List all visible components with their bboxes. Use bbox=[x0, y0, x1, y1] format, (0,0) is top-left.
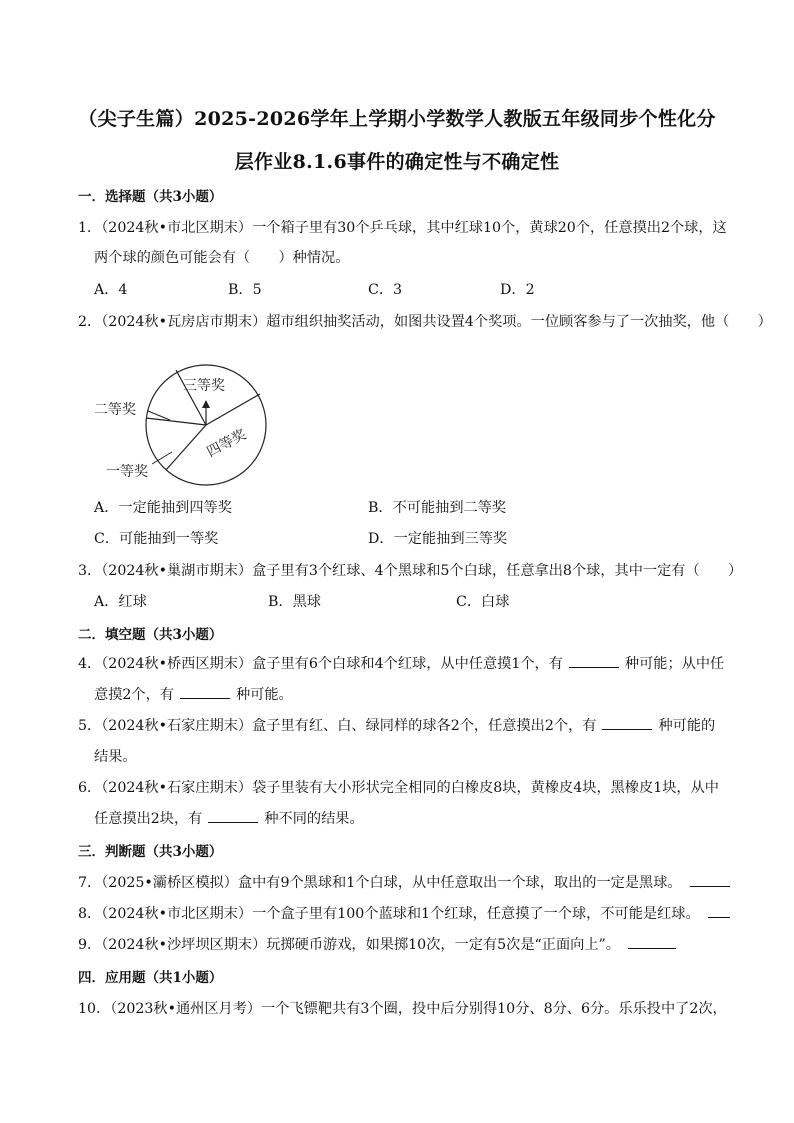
q2-option-a[interactable]: A．一定能抽到四等奖 bbox=[94, 500, 232, 516]
q8-answer-blank[interactable] bbox=[708, 905, 730, 918]
page-title-line-2: 层作业8.1.6事件的确定性与不确定性 bbox=[234, 151, 560, 173]
q1-line-2: 两个球的颜色可能会有（ ）种情况。 bbox=[94, 250, 350, 266]
section-heading-application: 四．应用题（共1小题） bbox=[78, 970, 223, 986]
q7-answer-blank[interactable] bbox=[690, 874, 730, 887]
q9-line bbox=[78, 934, 676, 954]
wheel-label-third-prize: 三等奖 bbox=[183, 378, 225, 394]
q2-option-b[interactable]: B．不可能抽到二等奖 bbox=[368, 500, 507, 516]
q4-line-1 bbox=[78, 653, 724, 673]
q5-text-2: 种可能的 bbox=[658, 718, 716, 734]
q4-blank-2[interactable] bbox=[180, 686, 230, 699]
q1-option-c[interactable]: C．3 bbox=[368, 282, 403, 298]
prize-wheel-figure bbox=[88, 352, 288, 492]
q2-line-1: 2．（2024秋•瓦房店市期末）超市组织抽奖活动，如图共设置4个奖项。一位顾客参与了一次抽奖，他（ ） bbox=[78, 314, 772, 330]
wheel-label-fourth-prize: 四等奖 bbox=[204, 426, 249, 461]
q6-line-1: 6．（2024秋•石家庄期末）袋子里装有大小形状完全相同的白橡皮8块，黄橡皮4块，黑橡皮1块，从中 bbox=[78, 780, 719, 796]
q7-text: 7．（2025•灞桥区模拟）盒中有9个黑球和1个白球，从中任意取出一个球，取出的一定是黑球。 bbox=[78, 875, 682, 891]
wheel-label-first-prize: 一等奖 bbox=[106, 464, 148, 480]
q2-option-c[interactable]: C．可能抽到一等奖 bbox=[94, 531, 219, 547]
q4-text-4: 种可能。 bbox=[235, 687, 293, 703]
q5-line-1 bbox=[78, 715, 715, 735]
q3-option-c[interactable]: C．白球 bbox=[456, 594, 510, 610]
q7-line bbox=[78, 872, 730, 892]
q9-answer-blank[interactable] bbox=[628, 936, 676, 949]
q1-line-1: 1．（2024秋•市北区期末）一个箱子里有30个乒乓球，其中红球10个，黄球20个，任意摸出2个球，这 bbox=[78, 220, 727, 236]
q1-option-b[interactable]: B．5 bbox=[228, 282, 262, 298]
wheel-label-second-prize: 二等奖 bbox=[94, 402, 136, 418]
q6-blank[interactable] bbox=[208, 810, 258, 823]
q6-line-2 bbox=[94, 808, 364, 828]
q1-option-a[interactable]: A．4 bbox=[94, 282, 128, 298]
q3-line-1: 3．（2024秋•巢湖市期末）盒子里有3个红球、4个黑球和5个白球，任意拿出8个球，其中一定有（ ） bbox=[78, 563, 743, 579]
q6-text-1: 任意摸出2块，有 bbox=[94, 811, 203, 827]
q8-text: 8．（2024秋•市北区期末）一个盒子里有100个蓝球和1个红球，任意摸了一个球，不可能是红球。 bbox=[78, 906, 700, 922]
q5-blank[interactable] bbox=[602, 717, 652, 730]
q10-line-1: 10．（2023秋•通州区月考）一个飞镖靶共有3个圈，投中后分别得10分、8分、6分。乐乐投中了2次， bbox=[78, 1001, 727, 1017]
q2-option-d[interactable]: D．一定能抽到三等奖 bbox=[368, 531, 508, 547]
q8-line bbox=[78, 903, 730, 923]
section-heading-choice: 一．选择题（共3小题） bbox=[78, 189, 223, 205]
q1-option-d[interactable]: D．2 bbox=[500, 282, 535, 298]
page-title-line-1: （尖子生篇）2025-2026学年上学期小学数学人教版五年级同步个性化分 bbox=[78, 108, 716, 130]
q3-option-b[interactable]: B．黑球 bbox=[268, 594, 321, 610]
q4-line-2 bbox=[94, 684, 293, 704]
q3-option-a[interactable]: A．红球 bbox=[94, 594, 147, 610]
q4-text-1: 4．（2024秋•桥西区期末）盒子里有6个白球和4个红球，从中任意摸1个，有 bbox=[78, 656, 563, 672]
section-heading-judgement: 三．判断题（共3小题） bbox=[78, 844, 223, 860]
q6-text-2: 种不同的结果。 bbox=[264, 811, 364, 827]
q5-text-1: 5．（2024秋•石家庄期末）盒子里有红、白、绿同样的球各2个，任意摸出2个，有 bbox=[78, 718, 597, 734]
q4-text-3: 意摸2个，有 bbox=[94, 687, 174, 703]
q9-text: 9．（2024秋•沙坪坝区期末）玩掷硬币游戏，如果掷10次，一定有5次是“正面向上”。 bbox=[78, 937, 620, 953]
q4-blank-1[interactable] bbox=[569, 655, 619, 668]
section-heading-fill-blank: 二．填空题（共3小题） bbox=[78, 627, 223, 643]
q5-line-2: 结果。 bbox=[94, 749, 137, 765]
q4-text-2: 种可能；从中任 bbox=[624, 656, 725, 672]
